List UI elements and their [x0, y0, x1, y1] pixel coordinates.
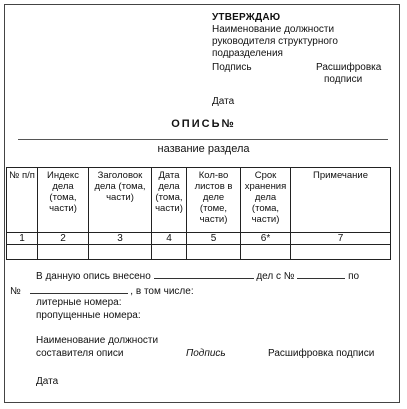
header-index: Индекс дела (тома, части)	[38, 168, 89, 233]
approval-block	[212, 12, 402, 108]
header-retention: Срок хранения дела (тома, части)	[241, 168, 291, 233]
approve-position-line1: Наименование должности	[212, 24, 335, 35]
compiler-decoding: Расшифровка подписи	[268, 348, 375, 359]
footer-missing: пропущенные номера:	[36, 310, 141, 321]
footer-to-label: по	[348, 271, 360, 282]
header-heading: Заголовок дела (тома, части)	[89, 168, 152, 233]
footer-entered-label: В данную опись внесено	[36, 271, 151, 282]
approve-position-line3: подразделения	[212, 48, 283, 59]
approve-signature: Подпись	[212, 62, 252, 73]
section-name: название раздела	[157, 143, 250, 155]
compiler-date: Дата	[36, 376, 59, 387]
col-number-1: 1	[7, 233, 38, 245]
table-row	[7, 245, 391, 260]
col-number-5: 5	[187, 233, 241, 245]
footer-to-blank	[30, 283, 128, 294]
document-title: ОПИСЬ№	[171, 118, 236, 130]
footer-line1	[36, 268, 359, 283]
footer-number-label: №	[10, 286, 21, 297]
footer-from-label: дел с №	[256, 271, 295, 282]
header-note: Примечание	[291, 168, 391, 233]
approve-decoding-line2: подписи	[324, 74, 363, 85]
col-number-7: 7	[291, 233, 391, 245]
approve-title: УТВЕРЖДАЮ	[212, 12, 281, 23]
approve-position-line2: руководителя структурного	[212, 36, 338, 47]
footer-from-blank	[297, 268, 345, 279]
col-number-4: 4	[152, 233, 187, 245]
inventory-table	[6, 167, 391, 260]
approve-decoding-line1: Расшифровка	[316, 62, 382, 73]
approve-date: Дата	[212, 96, 235, 107]
footer-literal: литерные номера:	[36, 297, 122, 308]
compiler-position-line2: составителя описи	[36, 348, 124, 359]
col-number-6: 6*	[241, 233, 291, 245]
col-number-3: 3	[89, 233, 152, 245]
table-header-row	[7, 168, 391, 233]
header-number: № п/п	[7, 168, 38, 233]
header-date: Дата дела (тома, части)	[152, 168, 187, 233]
compiler-position-line1: Наименование должности	[36, 335, 159, 346]
col-number-2: 2	[38, 233, 89, 245]
header-sheet-count: Кол-во листов в деле (томе, части)	[187, 168, 241, 233]
compiler-signature: Подпись	[186, 348, 226, 359]
footer-including-label: , в том числе:	[130, 286, 194, 297]
table-number-row	[7, 233, 391, 245]
footer-count-blank	[154, 268, 254, 279]
section-name-line	[18, 139, 388, 140]
